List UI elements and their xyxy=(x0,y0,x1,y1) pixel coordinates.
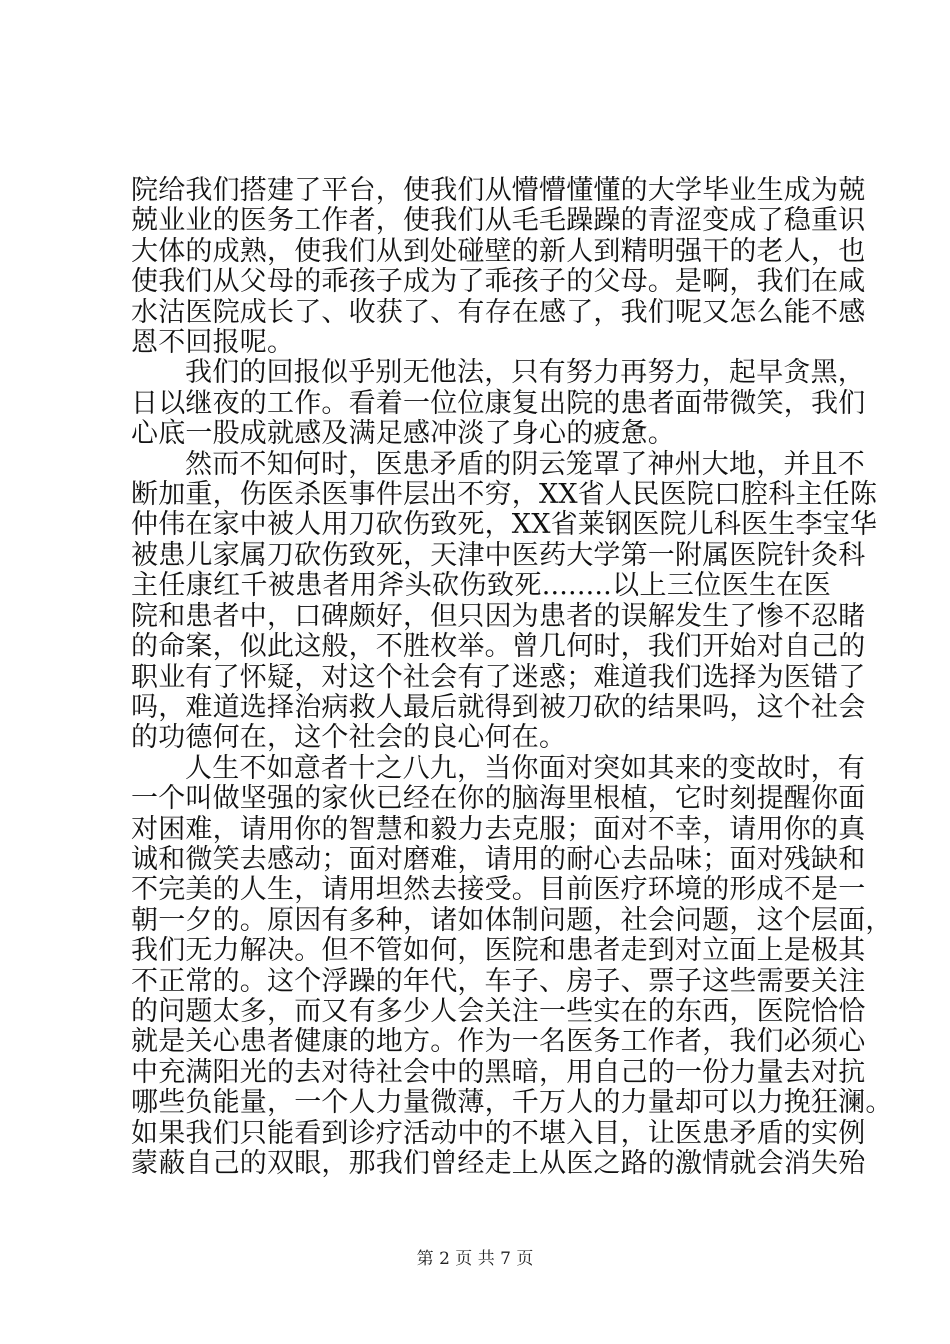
text-line: 不完美的人生，请用坦然去接受。目前医疗环境的形成不是一 xyxy=(131,874,866,906)
text-line: 水沽医院成长了、收获了、有存在感了，我们呢又怎么能不感 xyxy=(131,296,866,328)
text-line: 心底一股成就感及满足感冲淡了身心的疲惫。 xyxy=(131,418,675,450)
page-footer xyxy=(0,1244,950,1269)
text-line: 的功德何在，这个社会的良心何在。 xyxy=(131,722,567,754)
text-line: 然而不知何时，医患矛盾的阴云笼罩了神州大地，并且不 xyxy=(185,448,865,480)
text-line: 主任康红千被患者用斧头砍伤致死........以上三位医生在医 xyxy=(131,570,831,602)
text-line: 对困难，请用你的智慧和毅力去克服；面对不幸，请用你的真 xyxy=(131,813,866,845)
text-line: 的命案，似此这般，不胜枚举。曾几何时，我们开始对自己的 xyxy=(131,631,866,663)
paragraph-2 xyxy=(131,357,866,450)
text-line: 的问题太多，而又有多少人会关注一些实在的东西，医院恰恰 xyxy=(131,995,866,1027)
text-line: 如果我们只能看到诊疗活动中的不堪入目，让医患矛盾的实例 xyxy=(131,1117,866,1149)
document-body xyxy=(131,175,893,1179)
text-line: 院和患者中，口碑颇好，但只因为患者的误解发生了惨不忍睹 xyxy=(131,600,866,632)
text-line: 人生不如意者十之八九，当你面对突如其来的变故时，有 xyxy=(185,752,865,784)
text-line: 我们的回报似乎别无他法，只有努力再努力，起早贪黑， xyxy=(185,357,865,389)
text-line: 日以继夜的工作。看着一位位康复出院的患者面带微笑，我们 xyxy=(131,387,866,419)
paragraph-1 xyxy=(131,175,866,359)
text-line: 兢业业的医务工作者，使我们从毛毛躁躁的青涩变成了稳重识 xyxy=(131,205,866,237)
text-line: 我们无力解决。但不管如何，医院和患者走到对立面上是极其 xyxy=(131,935,866,967)
text-line: 使我们从父母的乖孩子成为了乖孩子的父母。是啊，我们在咸 xyxy=(131,266,866,298)
text-line: 仲伟在家中被人用刀砍伤致死，XX省莱钢医院儿科医生李宝华 xyxy=(131,509,878,541)
text-line: 不正常的。这个浮躁的年代，车子、房子、票子这些需要关注 xyxy=(131,965,866,997)
text-line: 职业有了怀疑，对这个社会有了迷惑；难道我们选择为医错了 xyxy=(131,661,866,693)
text-line: 吗，难道选择治病救人最后就得到被刀砍的结果吗，这个社会 xyxy=(131,691,866,723)
text-line: 断加重，伤医杀医事件层出不穷，XX省人民医院口腔科主任陈 xyxy=(131,479,878,511)
text-line: 中充满阳光的去对待社会中的黑暗，用自己的一份力量去对抗 xyxy=(131,1056,866,1088)
text-line: 蒙蔽自己的双眼，那我们曾经走上从医之路的激情就会消失殆 xyxy=(131,1148,866,1179)
paragraph-3 xyxy=(131,448,878,754)
text-line: 被患儿家属刀砍伤致死，天津中医药大学第一附属医院针灸科 xyxy=(131,539,866,571)
text-line: 哪些负能量，一个人力量微薄，千万人的力量却可以力挽狂澜。 xyxy=(131,1087,893,1119)
paragraph-4 xyxy=(131,752,893,1180)
text-line: 院给我们搭建了平台，使我们从懵懵懂懂的大学毕业生成为兢 xyxy=(131,175,866,206)
page-number-label: 第 2 页 共 7 页 xyxy=(416,1249,534,1269)
text-line: 诚和微笑去感动；面对磨难，请用的耐心去品味；面对残缺和 xyxy=(131,843,866,875)
text-line: 一个叫做坚强的家伙已经在你的脑海里根植，它时刻提醒你面 xyxy=(131,783,866,815)
text-line: 大体的成熟，使我们从到处碰壁的新人到精明强干的老人，也 xyxy=(131,235,866,267)
text-line: 就是关心患者健康的地方。作为一名医务工作者，我们必须心 xyxy=(131,1026,866,1058)
text-line: 朝一夕的。原因有多种，诸如体制问题，社会问题，这个层面， xyxy=(131,904,893,936)
text-line: 恩不回报呢。 xyxy=(131,327,295,359)
